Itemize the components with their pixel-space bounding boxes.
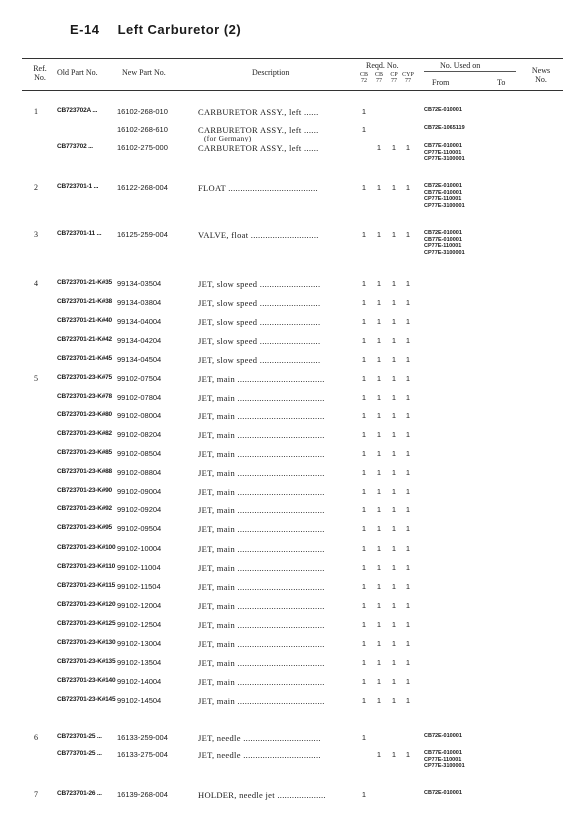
frame-number: CB72E-010001 [424,790,462,796]
new-part-number: 99134-04204 [117,336,162,345]
qty-cp77: 1 [391,487,397,496]
qty-cb77: 1 [376,143,382,152]
frame-number: CB72E-1065119 [424,125,465,131]
qty-cb77: 1 [376,563,382,572]
description-text: JET, slow speed ......................... [198,355,321,365]
description [198,411,356,421]
description [198,393,356,403]
old-part-number: CB723701-23-K#145 [57,696,116,703]
qty-cb72: 1 [361,487,367,496]
qty-cb77: 1 [376,582,382,591]
description-text: JET, slow speed ......................... [198,336,321,346]
qty-cb77: 1 [376,449,382,458]
qty-cb72: 1 [361,374,367,383]
qty-cyp77: 1 [405,524,411,533]
qty-cyp77: 1 [405,658,411,667]
qty-cb77: 1 [376,183,382,192]
header-bottom-rule [22,90,563,91]
qty-cyp77: 1 [405,696,411,705]
description [198,524,356,534]
description [198,125,356,142]
description [198,505,356,515]
old-part-number: CB723701-21-K#42 [57,336,112,343]
ref-number: 1 [34,107,38,116]
qty-cb72: 1 [361,393,367,402]
description [198,143,356,153]
frame-number: CB77E-010001 [424,189,462,196]
new-part-number: 16139-268-004 [117,790,168,799]
frame-number: CB72E-010001 [424,733,462,739]
qty-cp77: 1 [391,411,397,420]
description-text: CARBURETOR ASSY., left ...... [198,143,319,153]
description-text: JET, main .................................... [198,544,325,554]
description-text: JET, main .................................... [198,411,325,421]
used-on-rule [424,71,516,72]
qty-cb77: 1 [376,317,382,326]
description-text: JET, main .................................... [198,563,325,573]
qty-cyp77: 1 [405,374,411,383]
description-text: JET, main .................................... [198,374,325,384]
old-part-number: CB723701-23-K#82 [57,430,112,437]
qty-cp77: 1 [391,183,397,192]
description [198,468,356,478]
qty-cb72: 1 [361,355,367,364]
new-part-number: 99102-14004 [117,677,162,686]
description-text: VALVE, float ............................ [198,230,319,240]
qty-cb72: 1 [361,696,367,705]
qty-cp77: 1 [391,449,397,458]
qty-cb72: 1 [361,449,367,458]
qty-cb72: 1 [361,279,367,288]
old-part-number: CB723701-21-K#35 [57,279,112,286]
qty-cb77: 1 [376,620,382,629]
qty-cb72: 1 [361,411,367,420]
old-part-number: CB723701-23-K#88 [57,468,112,475]
qty-cp77: 1 [391,544,397,553]
frame-number: CB72E-010001 [424,183,462,189]
new-part-number: 99102-07504 [117,374,162,383]
qty-cp77: 1 [391,658,397,667]
description-text: JET, main .................................... [198,620,325,630]
new-part-number: 99102-09004 [117,487,162,496]
old-part-number: CB723701-1 ... [57,183,99,190]
description [198,298,356,308]
ref-number: 2 [34,183,38,192]
description [198,658,356,668]
description [198,563,356,573]
description-text: JET, main .................................... [198,639,325,649]
old-part-number: CB723701-23-K#140 [57,677,116,684]
description [198,487,356,497]
frame-number: CP77E-3100001 [424,763,465,769]
old-part-number: CB723701-25 ... [57,733,102,740]
qty-cb72: 1 [361,336,367,345]
description-text: JET, main .................................... [198,677,325,687]
qty-cp77: 1 [391,468,397,477]
used-on-from [424,183,465,209]
description-text: JET, main .................................... [198,468,325,478]
qty-cyp77: 1 [405,582,411,591]
qty-cb77: 1 [376,336,382,345]
description [198,230,356,240]
old-part-number: CB723702A ... [57,107,98,114]
qty-cb72: 1 [361,317,367,326]
description [198,317,356,327]
ref-number: 5 [34,374,38,383]
description [198,696,356,706]
used-on-from [424,230,465,256]
header-used-on: No. Used on [440,61,481,70]
new-part-number: 99134-03504 [117,279,162,288]
qty-cb72: 1 [361,125,367,134]
qty-cp77: 1 [391,524,397,533]
qty-cyp77: 1 [405,393,411,402]
description-note: (for Germany) [204,134,252,142]
description-text: HOLDER, needle jet .................... [198,790,326,800]
qty-cp77: 1 [391,677,397,686]
ref-number: 4 [34,279,38,288]
old-part-number: CB723701-23-K#115 [57,582,116,589]
qty-cb77: 1 [376,658,382,667]
description [198,279,356,289]
ref-number: 7 [34,790,38,799]
new-part-number: 99134-03804 [117,298,162,307]
frame-number: CB77E-010001 [424,143,462,149]
frame-number: CP77E-3100001 [424,202,465,209]
new-part-number: 16102-275-000 [117,143,168,152]
qty-cb77: 1 [376,411,382,420]
qty-cyp77: 1 [405,183,411,192]
qty-cb72: 1 [361,790,367,799]
old-part-number: CB723701-23-K#100 [57,544,116,551]
frame-number: CP77E-110001 [424,196,462,202]
description [198,355,356,365]
qty-cp77: 1 [391,317,397,326]
qty-cp77: 1 [391,393,397,402]
header-model-cp77: CP 77 [390,72,398,84]
description-text: JET, slow speed ......................... [198,317,321,327]
old-part-number: CB723701-11 ... [57,230,102,237]
qty-cb72: 1 [361,430,367,439]
new-part-number: 99102-08504 [117,449,162,458]
new-part-number: 99102-12004 [117,601,162,610]
frame-number: CP77E-3100001 [424,249,465,256]
page-heading: Left Carburetor (2) [117,22,242,37]
header-ref: Ref. No. [33,64,47,82]
qty-cb72: 1 [361,677,367,686]
description [198,582,356,592]
qty-cb77: 1 [376,430,382,439]
old-part-number: CB723701-23-K#110 [57,563,116,570]
description [198,733,356,743]
header-description: Description [252,68,290,77]
qty-cyp77: 1 [405,336,411,345]
qty-cyp77: 1 [405,544,411,553]
qty-cb72: 1 [361,563,367,572]
old-part-number: CB723701-23-K#125 [57,620,116,627]
description-text: JET, main .................................... [198,658,325,668]
qty-cp77: 1 [391,601,397,610]
description [198,107,356,117]
qty-cyp77: 1 [405,505,411,514]
new-part-number: 99102-12504 [117,620,162,629]
qty-cb77: 1 [376,374,382,383]
header-new-part: New Part No. [122,68,166,77]
qty-cb72: 1 [361,658,367,667]
qty-cb72: 1 [361,298,367,307]
old-part-number: CB723701-21-K#45 [57,355,112,362]
qty-cb72: 1 [361,183,367,192]
qty-cp77: 1 [391,563,397,572]
page-code: E-14 [70,22,100,37]
new-part-number: 99134-04004 [117,317,162,326]
qty-cyp77: 1 [405,317,411,326]
description [198,374,356,384]
qty-cp77: 1 [391,696,397,705]
new-part-number: 16122-268-004 [117,183,168,192]
new-part-number: 99102-11004 [117,563,161,572]
frame-number: CP77E-3100001 [424,156,465,162]
qty-cyp77: 1 [405,143,411,152]
old-part-number: CB723701-23-K#130 [57,639,116,646]
qty-cb77: 1 [376,677,382,686]
old-part-number: CB723701-23-K#85 [57,449,112,456]
description [198,449,356,459]
qty-cyp77: 1 [405,468,411,477]
new-part-number: 16133-275-004 [117,750,168,759]
qty-cyp77: 1 [405,449,411,458]
new-part-number: 99102-14504 [117,696,162,705]
qty-cb77: 1 [376,279,382,288]
new-part-number: 99102-09504 [117,524,162,533]
qty-cyp77: 1 [405,620,411,629]
frame-number: CB72E-010001 [424,230,462,236]
description-text: JET, main .................................... [198,582,325,592]
ref-number: 6 [34,733,38,742]
qty-cb77: 1 [376,544,382,553]
header-top-rule [22,58,563,59]
qty-cp77: 1 [391,620,397,629]
qty-cb77: 1 [376,298,382,307]
header-reqd: Reqd. No. [366,61,399,70]
qty-cyp77: 1 [405,279,411,288]
description [198,601,356,611]
description [198,620,356,630]
qty-cyp77: 1 [405,601,411,610]
old-part-number: CB723701-23-K#135 [57,658,116,665]
description-text: JET, main .................................... [198,505,325,515]
new-part-number: 16125-259-004 [117,230,168,239]
qty-cb77: 1 [376,524,382,533]
qty-cb77: 1 [376,468,382,477]
header-from: From [432,78,450,87]
qty-cb72: 1 [361,620,367,629]
qty-cp77: 1 [391,355,397,364]
frame-number: CP77E-110001 [424,756,462,763]
frame-number: CB72E-010001 [424,107,462,113]
description [198,430,356,440]
description-text: JET, main .................................... [198,601,325,611]
ref-number: 3 [34,230,38,239]
qty-cb77: 1 [376,750,382,759]
qty-cp77: 1 [391,639,397,648]
qty-cyp77: 1 [405,430,411,439]
frame-number: CP77E-110001 [424,243,462,249]
qty-cyp77: 1 [405,355,411,364]
qty-cp77: 1 [391,430,397,439]
description-text: JET, main .................................... [198,430,325,440]
new-part-number: 99134-04504 [117,355,162,364]
description [198,639,356,649]
old-part-number: CB723701-23-K#120 [57,601,116,608]
old-part-number: CB723701-23-K#78 [57,393,112,400]
qty-cb72: 1 [361,733,367,742]
qty-cb77: 1 [376,639,382,648]
description-text: JET, main .................................... [198,449,325,459]
used-on-from [424,125,465,132]
used-on-from [424,107,462,114]
description-text: JET, main .................................... [198,696,325,706]
old-part-number: CB723701-21-K#38 [57,298,112,305]
description [198,183,356,193]
qty-cp77: 1 [391,279,397,288]
qty-cb77: 1 [376,487,382,496]
qty-cb77: 1 [376,505,382,514]
header-to: To [497,78,506,87]
description-text: FLOAT ..................................... [198,183,318,193]
qty-cb72: 1 [361,601,367,610]
qty-cb72: 1 [361,524,367,533]
description-text: JET, slow speed ......................... [198,279,321,289]
qty-cyp77: 1 [405,230,411,239]
description [198,750,356,760]
old-part-number: CB723701-23-K#80 [57,411,112,418]
qty-cp77: 1 [391,374,397,383]
new-part-number: 16102-268-610 [117,125,168,134]
frame-number: CP77E-110001 [424,149,462,156]
new-part-number: 99102-10004 [117,544,162,553]
qty-cb77: 1 [376,601,382,610]
old-part-number: CB773702 ... [57,143,93,150]
old-part-number: CB723701-23-K#92 [57,505,112,512]
old-part-number: CB723701-26 ... [57,790,102,797]
qty-cb72: 1 [361,639,367,648]
new-part-number: 99102-09204 [117,505,162,514]
header-model-cb72: CB 72 [359,72,368,84]
qty-cyp77: 1 [405,677,411,686]
qty-cb77: 1 [376,393,382,402]
header-news: News No. [531,66,551,84]
page-title [70,22,241,37]
frame-number: CB77E-010001 [424,750,462,756]
qty-cb72: 1 [361,544,367,553]
new-part-number: 99102-13504 [117,658,162,667]
new-part-number: 16102-268-010 [117,107,168,116]
old-part-number: CB723701-23-K#90 [57,487,112,494]
new-part-number: 16133-259-004 [117,733,168,742]
qty-cp77: 1 [391,505,397,514]
description [198,790,356,800]
new-part-number: 99102-07804 [117,393,162,402]
qty-cp77: 1 [391,336,397,345]
new-part-number: 99102-08204 [117,430,162,439]
description-text: JET, needle ................................ [198,750,321,760]
qty-cyp77: 1 [405,563,411,572]
qty-cb72: 1 [361,582,367,591]
qty-cb72: 1 [361,468,367,477]
used-on-from [424,733,462,740]
old-part-number: CB723701-23-K#95 [57,524,112,531]
old-part-number: CB723701-21-K#40 [57,317,112,324]
description-text: JET, needle ................................ [198,733,321,743]
description [198,677,356,687]
qty-cb72: 1 [361,107,367,116]
used-on-from [424,143,465,163]
header-old-part: Old Part No. [57,68,98,77]
qty-cp77: 1 [391,750,397,759]
description-text: JET, main .................................... [198,393,325,403]
frame-number: CB77E-010001 [424,236,462,243]
description-text: JET, slow speed ......................... [198,298,321,308]
description-text: CARBURETOR ASSY., left ...... [198,107,319,117]
new-part-number: 99102-08004 [117,411,162,420]
new-part-number: 99102-13004 [117,639,162,648]
new-part-number: 99102-08804 [117,468,162,477]
qty-cb77: 1 [376,230,382,239]
qty-cyp77: 1 [405,750,411,759]
qty-cyp77: 1 [405,639,411,648]
qty-cb72: 1 [361,230,367,239]
qty-cyp77: 1 [405,487,411,496]
used-on-from [424,750,465,770]
used-on-from [424,790,462,797]
qty-cp77: 1 [391,298,397,307]
old-part-number: CB773701-25 ... [57,750,102,757]
header-model-cb77: CB 77 [374,72,383,84]
qty-cyp77: 1 [405,411,411,420]
description [198,544,356,554]
qty-cp77: 1 [391,582,397,591]
new-part-number: 99102-11504 [117,582,161,591]
qty-cb77: 1 [376,355,382,364]
qty-cb77: 1 [376,696,382,705]
qty-cb72: 1 [361,505,367,514]
description-text: CARBURETOR ASSY., left ...... [198,125,319,135]
qty-cp77: 1 [391,143,397,152]
old-part-number: CB723701-23-K#75 [57,374,112,381]
description [198,336,356,346]
description-text: JET, main .................................... [198,524,325,534]
description-text: JET, main .................................... [198,487,325,497]
qty-cp77: 1 [391,230,397,239]
qty-cyp77: 1 [405,298,411,307]
header-model-cyp77: CYP 77 [402,72,414,84]
